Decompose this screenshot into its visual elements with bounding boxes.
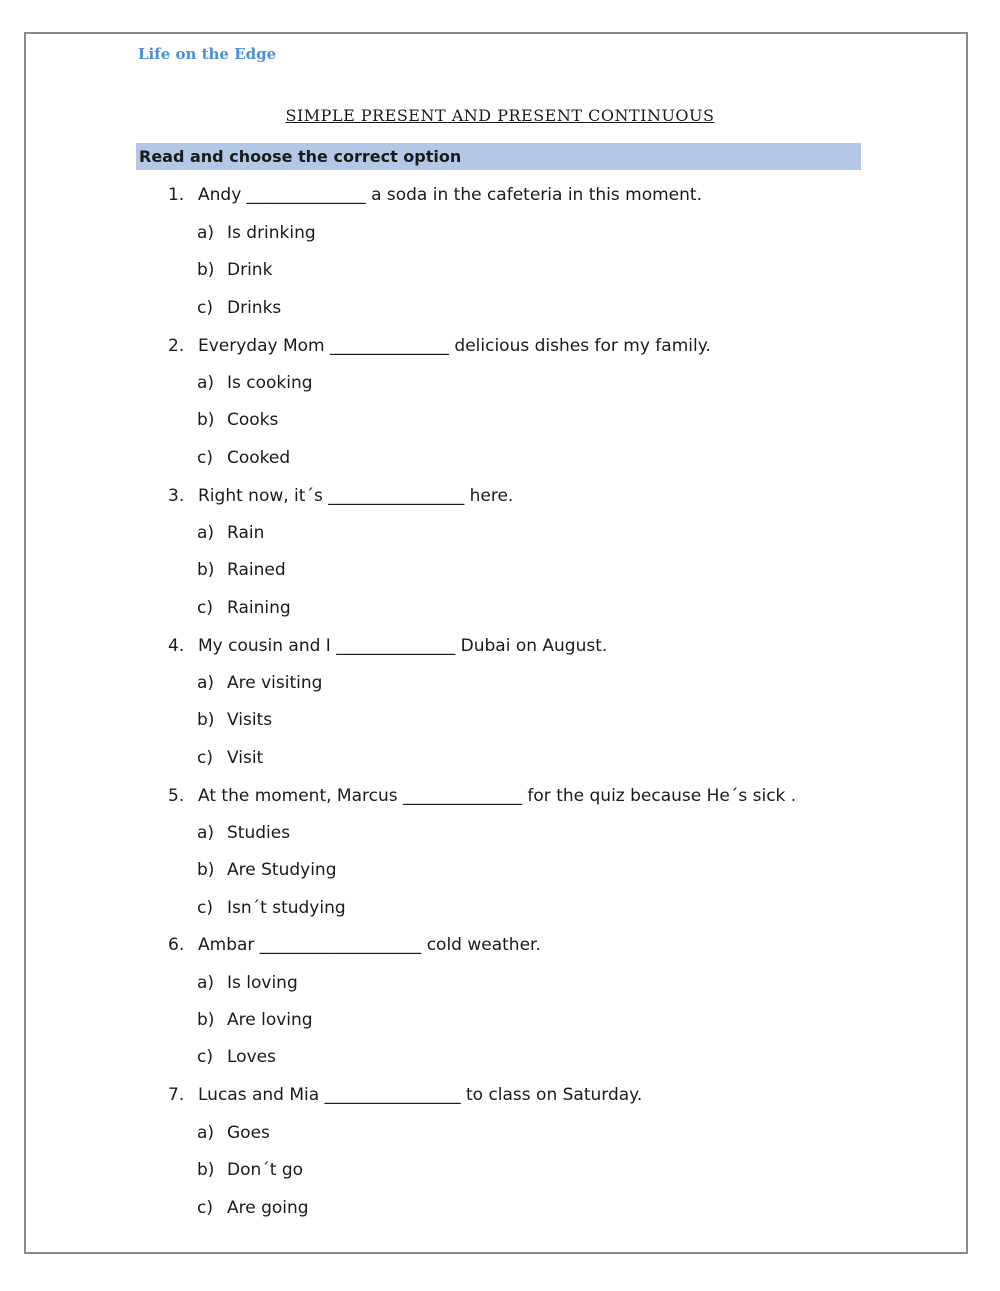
question-text: Right now, it´s ________________ here. <box>198 486 514 506</box>
option-7c[interactable] <box>197 1196 309 1220</box>
option-1c[interactable] <box>197 296 281 320</box>
option-text: Drink <box>227 260 273 280</box>
question-3 <box>168 484 513 508</box>
option-letter: b) <box>197 560 215 580</box>
option-1b[interactable] <box>197 258 272 282</box>
option-letter: a) <box>197 673 215 693</box>
option-text: Cooked <box>227 448 291 468</box>
question-text: Ambar ___________________ cold weather. <box>198 935 541 955</box>
option-letter: a) <box>197 1123 215 1143</box>
option-5b[interactable] <box>197 858 336 882</box>
option-4c[interactable] <box>197 746 263 770</box>
option-text: Are visiting <box>227 673 323 693</box>
question-number: 2. <box>168 336 185 356</box>
brand-header: Life on the Edge <box>138 45 277 63</box>
option-letter: a) <box>197 223 215 243</box>
option-text: Visit <box>227 748 264 768</box>
option-text: Is loving <box>227 973 298 993</box>
option-letter: c) <box>197 598 213 618</box>
option-6a[interactable] <box>197 971 298 995</box>
option-letter: b) <box>197 1160 215 1180</box>
question-2 <box>168 334 711 358</box>
page-title: SIMPLE PRESENT AND PRESENT CONTINUOUS <box>285 106 715 125</box>
question-number: 3. <box>168 486 185 506</box>
question-1 <box>168 183 702 207</box>
option-letter: c) <box>197 748 213 768</box>
option-letter: c) <box>197 448 213 468</box>
option-text: Loves <box>227 1047 276 1067</box>
option-letter: b) <box>197 410 215 430</box>
option-letter: c) <box>197 1047 213 1067</box>
option-text: Visits <box>227 710 273 730</box>
option-letter: b) <box>197 860 215 880</box>
option-letter: a) <box>197 373 215 393</box>
option-text: Is drinking <box>227 223 316 243</box>
question-text: Lucas and Mia ________________ to class on Saturday. <box>198 1085 643 1105</box>
option-text: Is cooking <box>227 373 313 393</box>
option-6c[interactable] <box>197 1045 276 1069</box>
question-number: 5. <box>168 786 185 806</box>
option-5a[interactable] <box>197 821 290 845</box>
question-number: 1. <box>168 185 185 205</box>
question-text: Everyday Mom ______________ delicious dishes for my family. <box>198 336 711 356</box>
question-7 <box>168 1083 642 1107</box>
question-6 <box>168 933 541 957</box>
option-1a[interactable] <box>197 221 316 245</box>
instruction-banner: Read and choose the correct option <box>136 143 861 170</box>
option-3a[interactable] <box>197 521 264 545</box>
option-letter: c) <box>197 298 213 318</box>
option-letter: b) <box>197 1010 215 1030</box>
option-text: Rain <box>227 523 265 543</box>
option-letter: a) <box>197 823 215 843</box>
option-text: Rained <box>227 560 286 580</box>
question-text: My cousin and I ______________ Dubai on August. <box>198 636 608 656</box>
option-text: Are Studying <box>227 860 337 880</box>
option-7b[interactable] <box>197 1158 303 1182</box>
option-letter: c) <box>197 898 213 918</box>
option-2c[interactable] <box>197 446 290 470</box>
option-text: Are loving <box>227 1010 313 1030</box>
question-text: Andy ______________ a soda in the cafeteria in this moment. <box>198 185 702 205</box>
option-text: Isn´t studying <box>227 898 346 918</box>
option-letter: b) <box>197 260 215 280</box>
option-text: Studies <box>227 823 291 843</box>
option-letter: b) <box>197 710 215 730</box>
question-5 <box>168 784 796 808</box>
option-4a[interactable] <box>197 671 322 695</box>
option-letter: a) <box>197 973 215 993</box>
option-text: Cooks <box>227 410 279 430</box>
option-5c[interactable] <box>197 896 346 920</box>
question-text: At the moment, Marcus ______________ for the quiz because He´s sick . <box>198 786 797 806</box>
option-2b[interactable] <box>197 408 278 432</box>
option-7a[interactable] <box>197 1121 270 1145</box>
option-4b[interactable] <box>197 708 272 732</box>
option-3b[interactable] <box>197 558 286 582</box>
option-text: Goes <box>227 1123 270 1143</box>
option-text: Drinks <box>227 298 282 318</box>
question-4 <box>168 634 607 658</box>
option-text: Raining <box>227 598 291 618</box>
option-3c[interactable] <box>197 596 291 620</box>
option-letter: c) <box>197 1198 213 1218</box>
option-text: Don´t go <box>227 1160 304 1180</box>
option-2a[interactable] <box>197 371 313 395</box>
option-letter: a) <box>197 523 215 543</box>
question-number: 6. <box>168 935 185 955</box>
option-text: Are going <box>227 1198 309 1218</box>
question-number: 4. <box>168 636 185 656</box>
option-6b[interactable] <box>197 1008 313 1032</box>
question-number: 7. <box>168 1085 185 1105</box>
